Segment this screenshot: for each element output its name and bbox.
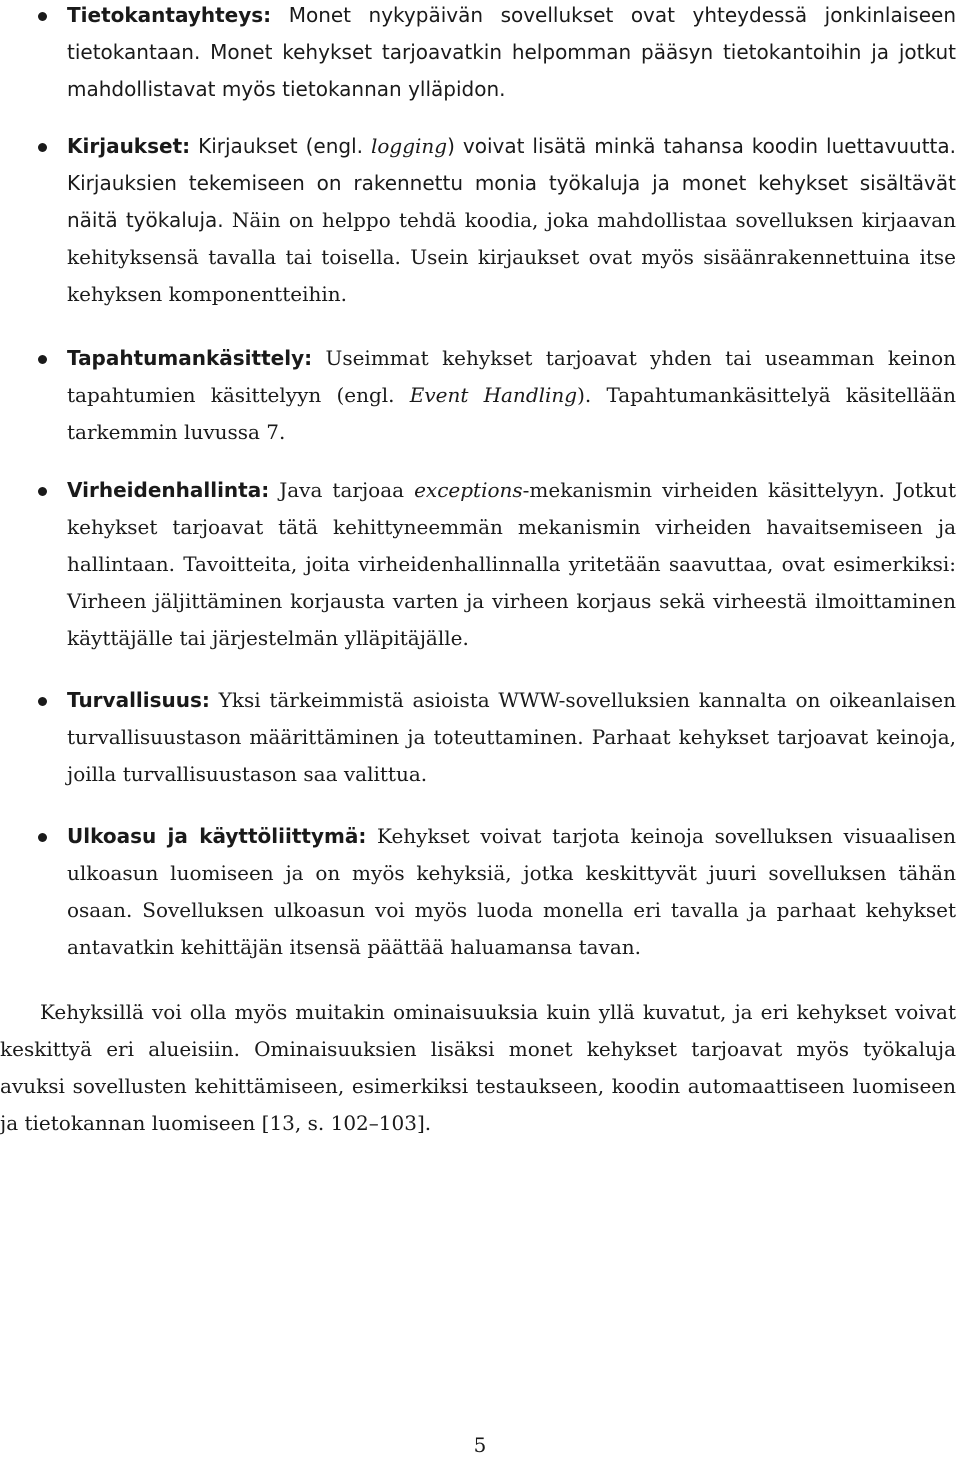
item-text-c: Näin on helppo tehdä koodia, joka mahdollistaa sovelluksen kirjaavan kehityksensä tavalla tai toisella. Usein kirjaukset ovat myös sisäänrakennettuina itse kehyksen komponentteihin. (67, 208, 956, 306)
list-item-ulkoasu (0, 818, 960, 966)
item-text: Kehykset voivat tarjota keinoja sovelluksen visuaalisen ulkoasun luomiseen ja on myös kehyksiä, jotka keskittyvät juuri sovelluksen tähän osaan. Sovelluksen ulkoasun voi myös luoda monella eri tavalla ja parhaat kehykset antavatkin kehittäjän itsensä päättää haluamansa tavan. (67, 824, 956, 959)
item-emphasis: logging (370, 134, 448, 158)
list-item-tietokantayhteys (0, 0, 960, 108)
item-term: Tietokantayhteys: (67, 3, 272, 27)
bullet-icon (38, 487, 47, 496)
bullet-icon (38, 355, 47, 364)
list-item-tapahtumankasittely (0, 340, 960, 451)
item-text: Monet nykypäivän sovellukset ovat yhteydessä jonkinlaiseen tietokantaan. Monet kehykset tarjoavatkin helpomman pääsyn tietokantoihin ja jotkut mahdollistavat myös tietokannan ylläpidon. (67, 3, 956, 101)
list-item-kirjaukset (0, 128, 960, 313)
bullet-icon (38, 833, 47, 842)
item-term: Kirjaukset: (67, 134, 191, 158)
list-item-virheidenhallinta (0, 472, 960, 657)
bullet-icon (38, 12, 47, 21)
item-emphasis: exceptions (414, 478, 523, 502)
item-emphasis: Event Handling (409, 383, 578, 407)
item-text-a: Kirjaukset (engl. (190, 134, 371, 158)
item-term: Virheidenhallinta: (67, 478, 270, 502)
bullet-icon (38, 143, 47, 152)
bullet-icon (38, 697, 47, 706)
item-term: Tapahtumankäsittely: (67, 346, 313, 370)
item-text-b: -mekanismin virheiden käsittelyyn. Jotkut kehykset tarjoavat tätä kehittyneemmän mekanismin virheiden havaitsemiseen ja hallintaan. Tavoitteita, joita virheidenhallinnalla yritetään saavuttaa, ovat esimerkiksi: Virheen jäljittäminen korjausta varten ja virheen korjaus sekä virheestä ilmoittaminen käyttäjälle tai järjestelmän ylläpitäjälle. (67, 478, 956, 650)
item-term: Ulkoasu ja käyttöliittymä: (67, 824, 367, 848)
body-paragraph: Kehyksillä voi olla myös muitakin ominaisuuksia kuin yllä kuvatut, ja eri kehykset voivat keskittyä eri alueisiin. Ominaisuuksien lisäksi monet kehykset tarjoavat myös työkaluja avuksi sovellusten kehittämiseen, esimerkiksi testaukseen, koodin automaattiseen luomiseen ja tietokannan luomiseen [13, s. 102–103]. (0, 1000, 956, 1135)
item-text-b: ) voivat lisätä minkä tahansa koodin luettavuutta. Kirjauksien tekemiseen on rakennettu monia työkaluja ja monet kehykset sisältävät näitä työkaluja. (67, 134, 956, 232)
list-item-turvallisuus (0, 682, 960, 793)
page-number: 5 (473, 1433, 487, 1457)
item-text-b: ). Tapahtumankäsittelyä käsitellään tarkemmin luvussa 7. (67, 383, 956, 444)
item-text-a: Useimmat kehykset tarjoavat yhden tai useamman keinon tapahtumien käsittelyyn (engl. (67, 346, 956, 407)
item-term: Turvallisuus: (67, 688, 210, 712)
item-text: Yksi tärkeimmistä asioista WWW-sovelluksien kannalta on oikeanlaisen turvallisuustason määrittäminen ja toteuttaminen. Parhaat kehykset tarjoavat keinoja, joilla turvallisuustason saa valittua. (67, 688, 956, 786)
item-text-a: Java tarjoaa (269, 478, 415, 502)
